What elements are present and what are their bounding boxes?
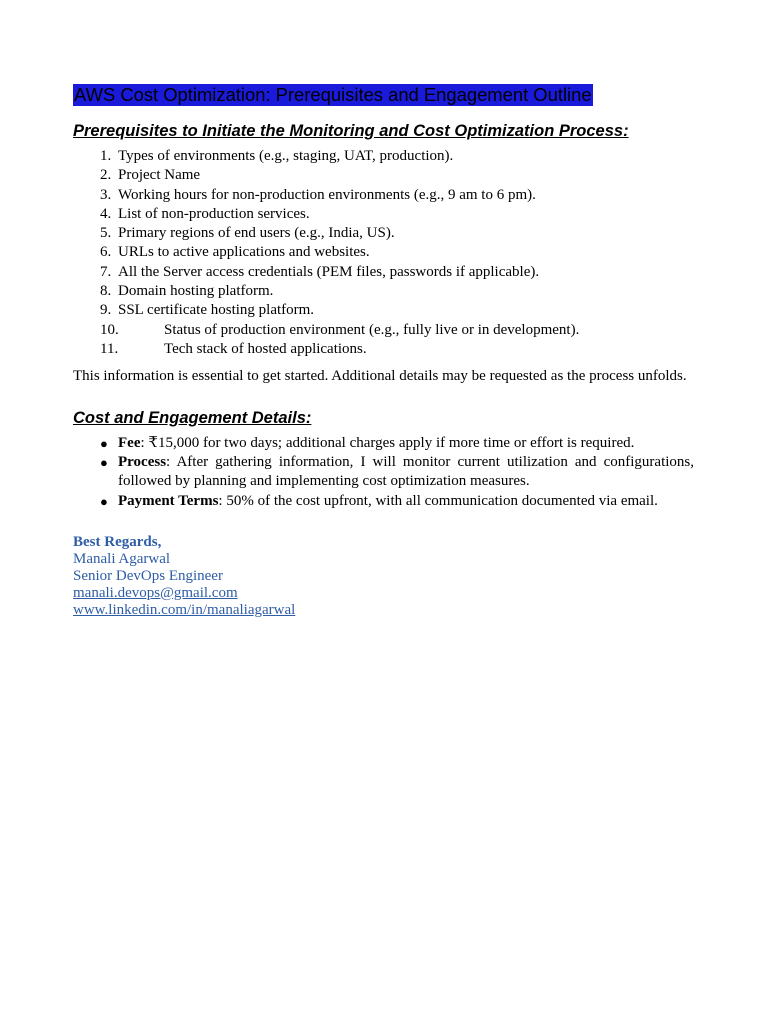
prerequisites-note: This information is essential to get started. Additional details may be requested as the process unfolds.	[73, 368, 687, 385]
list-item	[73, 186, 694, 205]
list-item-number: 3.	[100, 186, 112, 203]
signature-block	[73, 534, 694, 619]
list-item-number: 8.	[100, 283, 112, 300]
list-item-text: Project Name	[118, 167, 201, 184]
detail-label: Payment Terms	[118, 492, 219, 509]
list-item-number: 5.	[100, 225, 112, 242]
list-item-text: Status of production environment (e.g., fully live or in development).	[164, 321, 580, 338]
detail-item-fee	[73, 434, 694, 453]
list-item	[73, 263, 694, 282]
list-item	[73, 321, 694, 340]
list-item	[73, 243, 694, 262]
detail-label: Fee	[118, 434, 141, 451]
list-item-text: Tech stack of hosted applications.	[164, 340, 367, 357]
detail-item-process	[73, 453, 694, 492]
list-item	[73, 301, 694, 320]
detail-text: : ₹15,000 for two days; additional charges apply if more time or effort is required.	[140, 434, 635, 451]
list-item-text: Domain hosting platform.	[118, 283, 274, 300]
bullet-icon: ●	[100, 435, 108, 451]
list-item-text: Types of environments (e.g., staging, UAT, production).	[118, 148, 454, 164]
prerequisites-list	[73, 147, 694, 359]
list-item	[73, 205, 694, 224]
signature-regards: Best Regards,	[73, 533, 162, 550]
detail-text: : 50% of the cost upfront, with all communication documented via email.	[218, 492, 658, 509]
bullet-icon: ●	[100, 493, 108, 509]
list-item-text: Working hours for non-production environments (e.g., 9 am to 6 pm).	[118, 186, 536, 203]
list-item-text: All the Server access credentials (PEM files, passwords if applicable).	[118, 263, 540, 280]
list-item-text: URLs to active applications and websites.	[118, 244, 370, 261]
list-item-number: 10.	[100, 321, 119, 338]
list-item-number: 7.	[100, 263, 112, 280]
list-item	[73, 147, 694, 166]
signature-name: Manali Agarwal	[73, 550, 171, 567]
list-item-number: 1.	[100, 148, 112, 164]
list-item-text: SSL certificate hosting platform.	[118, 302, 315, 319]
list-item-text: Primary regions of end users (e.g., India, US).	[118, 225, 395, 242]
list-item	[73, 282, 694, 301]
list-item	[73, 340, 694, 359]
list-item-number: 2.	[100, 167, 112, 184]
linkedin-link[interactable]: www.linkedin.com/in/manaliagarwal	[73, 601, 296, 618]
email-link[interactable]: manali.devops@gmail.com	[73, 584, 238, 601]
signature-role: Senior DevOps Engineer	[73, 567, 223, 584]
detail-label: Process	[118, 454, 167, 471]
list-item-text: List of non-production services.	[118, 205, 310, 222]
prerequisites-heading: Prerequisites to Initiate the Monitoring and Cost Optimization Process:	[73, 122, 629, 140]
list-item	[73, 166, 694, 185]
engagement-heading: Cost and Engagement Details:	[73, 408, 312, 427]
list-item-number: 6.	[100, 244, 112, 261]
detail-item-payment-terms	[73, 492, 694, 511]
list-item-number: 9.	[100, 302, 112, 319]
engagement-details-list	[73, 434, 694, 511]
bullet-icon: ●	[100, 455, 108, 471]
detail-text: : After gathering information, I will monitor current utilization and configurations, followed by planning and implementing cost optimization measures.	[118, 454, 694, 490]
list-item	[73, 224, 694, 243]
list-item-number: 4.	[100, 205, 112, 222]
list-item-number: 11.	[100, 340, 119, 357]
document-title: AWS Cost Optimization: Prerequisites and Engagement Outline	[74, 84, 592, 105]
